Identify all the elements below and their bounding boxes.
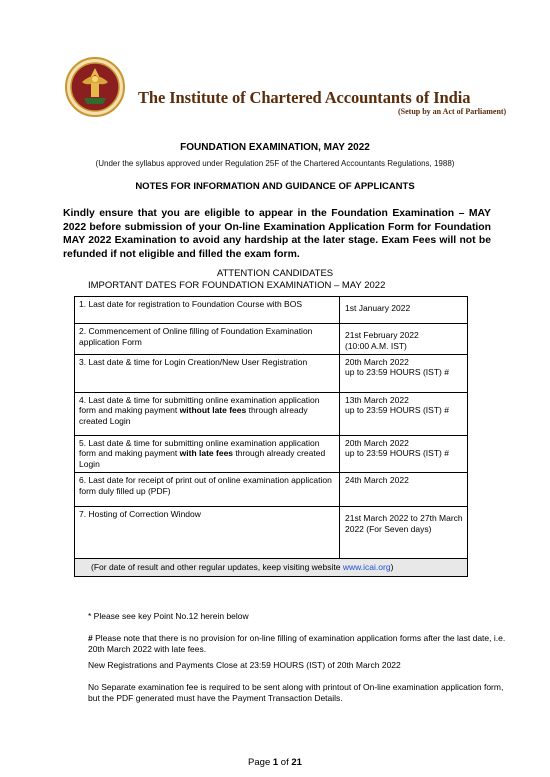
date-line: 13th March 2022 [345,394,409,405]
date-cell [340,297,468,324]
table-row [75,354,468,392]
important-dates-heading: IMPORTANT DATES FOR FOUNDATION EXAMINATION – MAY 2022 [88,280,386,291]
event-cell [75,392,340,435]
event-emphasis: without late fees [179,405,247,416]
event-text: 3. Last date & time for Login Creation/New User Registration [79,356,308,367]
date-cell [340,506,468,558]
hash-note-text: Please note that there is no provision for on-line filling of examination application forms after the last date, i.e. 20th March 2022 with late fees. [88,633,506,655]
page-current: 1 [272,757,279,768]
date-line: 1st January 2022 [345,303,411,313]
date-cell [340,435,468,472]
event-text: 4. Last date & time for submitting online examination application form and making payment [79,394,320,416]
hash-symbol: # [88,633,93,643]
date-cell [340,472,468,506]
event-text: 7. Hosting of Correction Window [79,508,201,519]
event-text: 2. Commencement of Online filling of Foundation Examination application Form [79,326,313,347]
page-separator: of [278,757,292,768]
date-line-2: up to 23:59 HOURS (IST) # [345,405,449,416]
table-footer-note [75,558,468,576]
table-row [75,392,468,435]
footer-text-end: ) [390,561,394,572]
table-row [75,297,468,324]
event-text-end: through already created Login [79,448,326,470]
event-cell [75,324,340,355]
event-cell [75,297,340,324]
table-footer-row [75,558,468,576]
attention-heading: ATTENTION CANDIDATES [216,268,334,279]
exam-title: FOUNDATION EXAMINATION, MAY 2022 [180,142,370,153]
point-12-note: * Please see key Point No.12 herein below [88,611,249,621]
page-total: 21 [291,757,302,768]
event-cell [75,506,340,558]
organization-name: The Institute of Chartered Accountants of India [138,88,471,107]
hash-note [88,633,508,655]
eligibility-intro: Kindly ensure that you are eligible to appear in the Foundation Examination – MAY 2022 before submission of your On-line Examination Application Form for Foundation MAY 2022 Examination to avoid any hardship at the later stage. Exam Fees will not be refunded if not eligible and filled the exam form. [63,208,491,260]
date-line-2: (10:00 A.M. IST) [345,340,407,351]
page-number [0,757,550,768]
notes-title: NOTES FOR INFORMATION AND GUIDANCE OF APPLICANTS [135,181,415,192]
organization-subtitle: (Setup by an Act of Parliament) [398,107,507,116]
event-cell [75,472,340,506]
no-separate-fee-note: No Separate examination fee is required to be sent along with printout of On-line examination application form, but the PDF generated must have the Payment Transaction Details. [88,682,504,704]
date-line: 21st February 2022 [345,330,419,340]
date-line-2: up to 23:59 HOURS (IST) # [345,367,449,378]
date-line: 24th March 2022 [345,474,409,485]
table-row [75,435,468,472]
registration-close-note: New Registrations and Payments Close at 23:59 HOURS (IST) of 20th March 2022 [88,660,401,670]
date-line: 20th March 2022 [345,356,409,367]
event-text-end: through already created Login [79,405,308,427]
event-emphasis: with late fees [179,448,234,459]
date-cell [340,354,468,392]
event-text: 1. Last date for registration to Foundation Course with BOS [79,299,303,309]
footer-text: (For date of result and other regular updates, keep visiting website [91,561,343,572]
event-cell [75,435,340,472]
page-prefix: Page [248,757,273,768]
icai-website-link[interactable]: www.icai.org [342,561,391,572]
icai-emblem-logo [64,56,126,118]
date-line: 20th March 2022 [345,437,409,448]
table-row [75,506,468,558]
table-row [75,324,468,355]
date-line: 21st March 2022 to 27th March 2022 (For Seven days) [345,512,463,534]
event-cell [75,354,340,392]
table-row [75,472,468,506]
event-text: 5. Last date & time for submitting online examination application form and making payment [79,437,320,459]
important-dates-table [74,296,468,577]
event-text: 6. Last date for receipt of print out of online examination application form duly filled up (PDF) [79,474,332,496]
date-cell [340,392,468,435]
date-cell [340,324,468,355]
syllabus-note: (Under the syllabus approved under Regulation 25F of the Chartered Accountants Regulations, 1988) [95,159,455,168]
date-line-2: up to 23:59 HOURS (IST) # [345,448,449,459]
